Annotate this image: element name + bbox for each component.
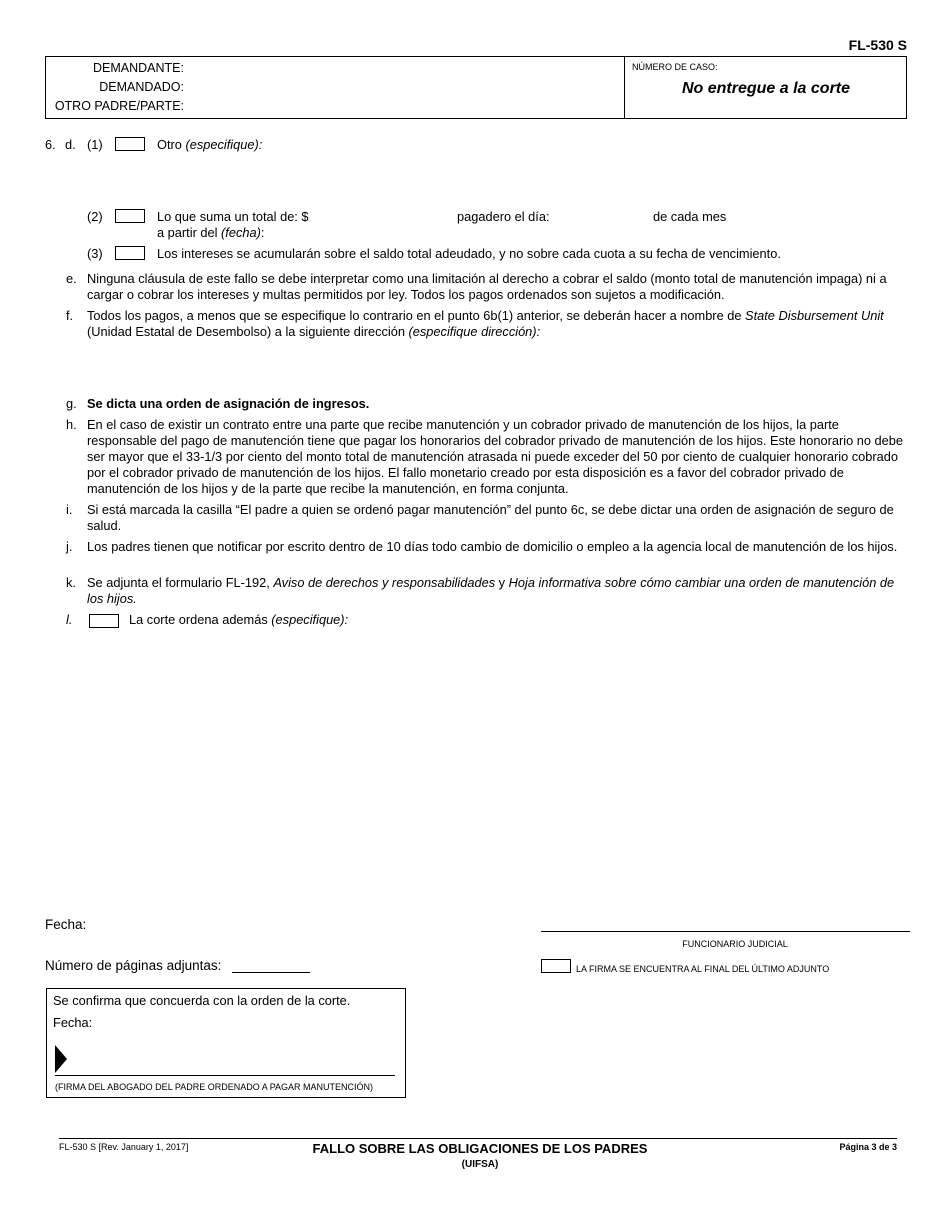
- date-label: Fecha:: [45, 917, 87, 932]
- confirm-date-label: Fecha:: [53, 1015, 93, 1030]
- item-l-text: La corte ordena además (especifique):: [129, 612, 349, 627]
- signature-at-end-checkbox[interactable]: [541, 959, 571, 973]
- defendant-label: DEMANDADO:: [99, 80, 184, 94]
- signature-at-end-label: LA FIRMA SE ENCUENTRA AL FINAL DEL ÚLTIMO ADJUNTO: [576, 964, 830, 974]
- item-l-letter: l.: [66, 612, 73, 627]
- item-l-checkbox[interactable]: [89, 614, 119, 628]
- item-d2-each-month: de cada mes: [653, 209, 727, 224]
- item-d1-number: (1): [87, 137, 103, 152]
- item-g-letter: g.: [66, 396, 77, 411]
- pages-attached-label: Número de páginas adjuntas:: [45, 958, 222, 973]
- item-e-text: Ninguna cláusula de este fallo se debe interpretar como una limitación al derecho a cobrar el saldo (monto total de manutención impaga) ni a cargar o cobrar los intereses y multas permitidos por ley. Todos los pagos ordenados son sujetos a modificación.: [87, 271, 887, 302]
- form-revision: FL-530 S [Rev. January 1, 2017]: [59, 1142, 189, 1152]
- case-number-value: No entregue a la corte: [681, 80, 851, 97]
- plaintiff-label: DEMANDANTE:: [93, 61, 184, 75]
- case-number-label: NÚMERO DE CASO:: [632, 62, 718, 72]
- item-d1-text: Otro (especifique):: [157, 137, 263, 152]
- confirm-text: Se confirma que concuerda con la orden de la corte.: [53, 993, 351, 1008]
- attorney-signature-label: (FIRMA DEL ABOGADO DEL PADRE ORDENADO A PAGAR MANUTENCIÓN): [55, 1082, 374, 1092]
- item-d3-number: (3): [87, 246, 103, 261]
- item-d1-checkbox[interactable]: [115, 137, 145, 151]
- party-names-box: [46, 57, 625, 118]
- item-i-letter: i.: [66, 502, 73, 517]
- item-k-letter: k.: [66, 575, 76, 590]
- attorney-signature-line[interactable]: [55, 1075, 395, 1076]
- judicial-officer-signature-line[interactable]: [541, 931, 910, 932]
- item-k-text: Se adjunta el formulario FL-192, Aviso de derechos y responsabilidades y Hoja informativa sobre cómo cambiar una orden de manutención de los hijos.: [87, 575, 895, 606]
- case-caption: [45, 56, 907, 119]
- form-number: FL-530 S: [848, 37, 907, 53]
- page-number: Página 3 de 3: [839, 1142, 897, 1152]
- item-d2-total-label: Lo que suma un total de: $: [157, 209, 309, 224]
- item-g-text: Se dicta una orden de asignación de ingresos.: [87, 396, 370, 411]
- item-j-text: Los padres tienen que notificar por escrito dentro de 10 días todo cambio de domicilio o empleo a la agencia local de manutención de los hijos.: [87, 539, 898, 554]
- item-number: 6.: [45, 137, 56, 152]
- item-e-letter: e.: [66, 271, 77, 286]
- item-d3-text: Los intereses se acumularán sobre el saldo total adeudado, y no sobre cada cuota a su fecha de vencimiento.: [157, 246, 781, 261]
- form-title: FALLO SOBRE LAS OBLIGACIONES DE LOS PADRES: [312, 1141, 648, 1156]
- item-f-letter: f.: [66, 308, 74, 323]
- form-subtitle: (UIFSA): [461, 1159, 499, 1170]
- item-j-letter: j.: [66, 539, 73, 554]
- sign-here-arrow-icon: [55, 1045, 67, 1073]
- pages-attached-field[interactable]: [232, 972, 310, 973]
- item-d2-number: (2): [87, 209, 103, 224]
- item-h-letter: h.: [66, 417, 77, 432]
- item-d-letter: d.: [65, 137, 76, 152]
- attorney-confirmation-box: [46, 988, 406, 1098]
- item-h-text: En el caso de existir un contrato entre una parte que recibe manutención y un cobrador privado de manutención de los hijos, la parte responsable del pago de manutención tiene que pagar los honorarios del cobrador privado de manutención de los hijos. Este honorario no debe ser mayor que el 33-1/3 por ciento del monto total de manutención atrasada ni puede exceder del 50 por ciento de cualquier honorario cobrado por el cobrador privado de manutención de los hijos. El fallo monetario creado por esta disposición es a favor del cobrador privado de manutención de los hijos y de la parte que recibe la manutención, en forma conjunta.: [87, 417, 904, 496]
- item-f-text: Todos los pagos, a menos que se especifique lo contrario en el punto 6b(1) anterior, se deberán hacer a nombre de State Disbursement Unit (Unidad Estatal de Desembolso) a la siguiente dirección (especifique dirección):: [87, 308, 884, 339]
- item-d3-checkbox[interactable]: [115, 246, 145, 260]
- item-d2-checkbox[interactable]: [115, 209, 145, 223]
- judicial-officer-label: FUNCIONARIO JUDICIAL: [682, 939, 788, 949]
- item-i-text: Si está marcada la casilla “El padre a quien se ordenó pagar manutención” del punto 6c, se debe dictar una orden de asignación de seguro de salud.: [87, 502, 894, 533]
- item-d2-payable-label: pagadero el día:: [457, 209, 550, 224]
- other-party-label: OTRO PADRE/PARTE:: [54, 99, 184, 113]
- item-d2-from-label: a partir del (fecha):: [157, 225, 265, 240]
